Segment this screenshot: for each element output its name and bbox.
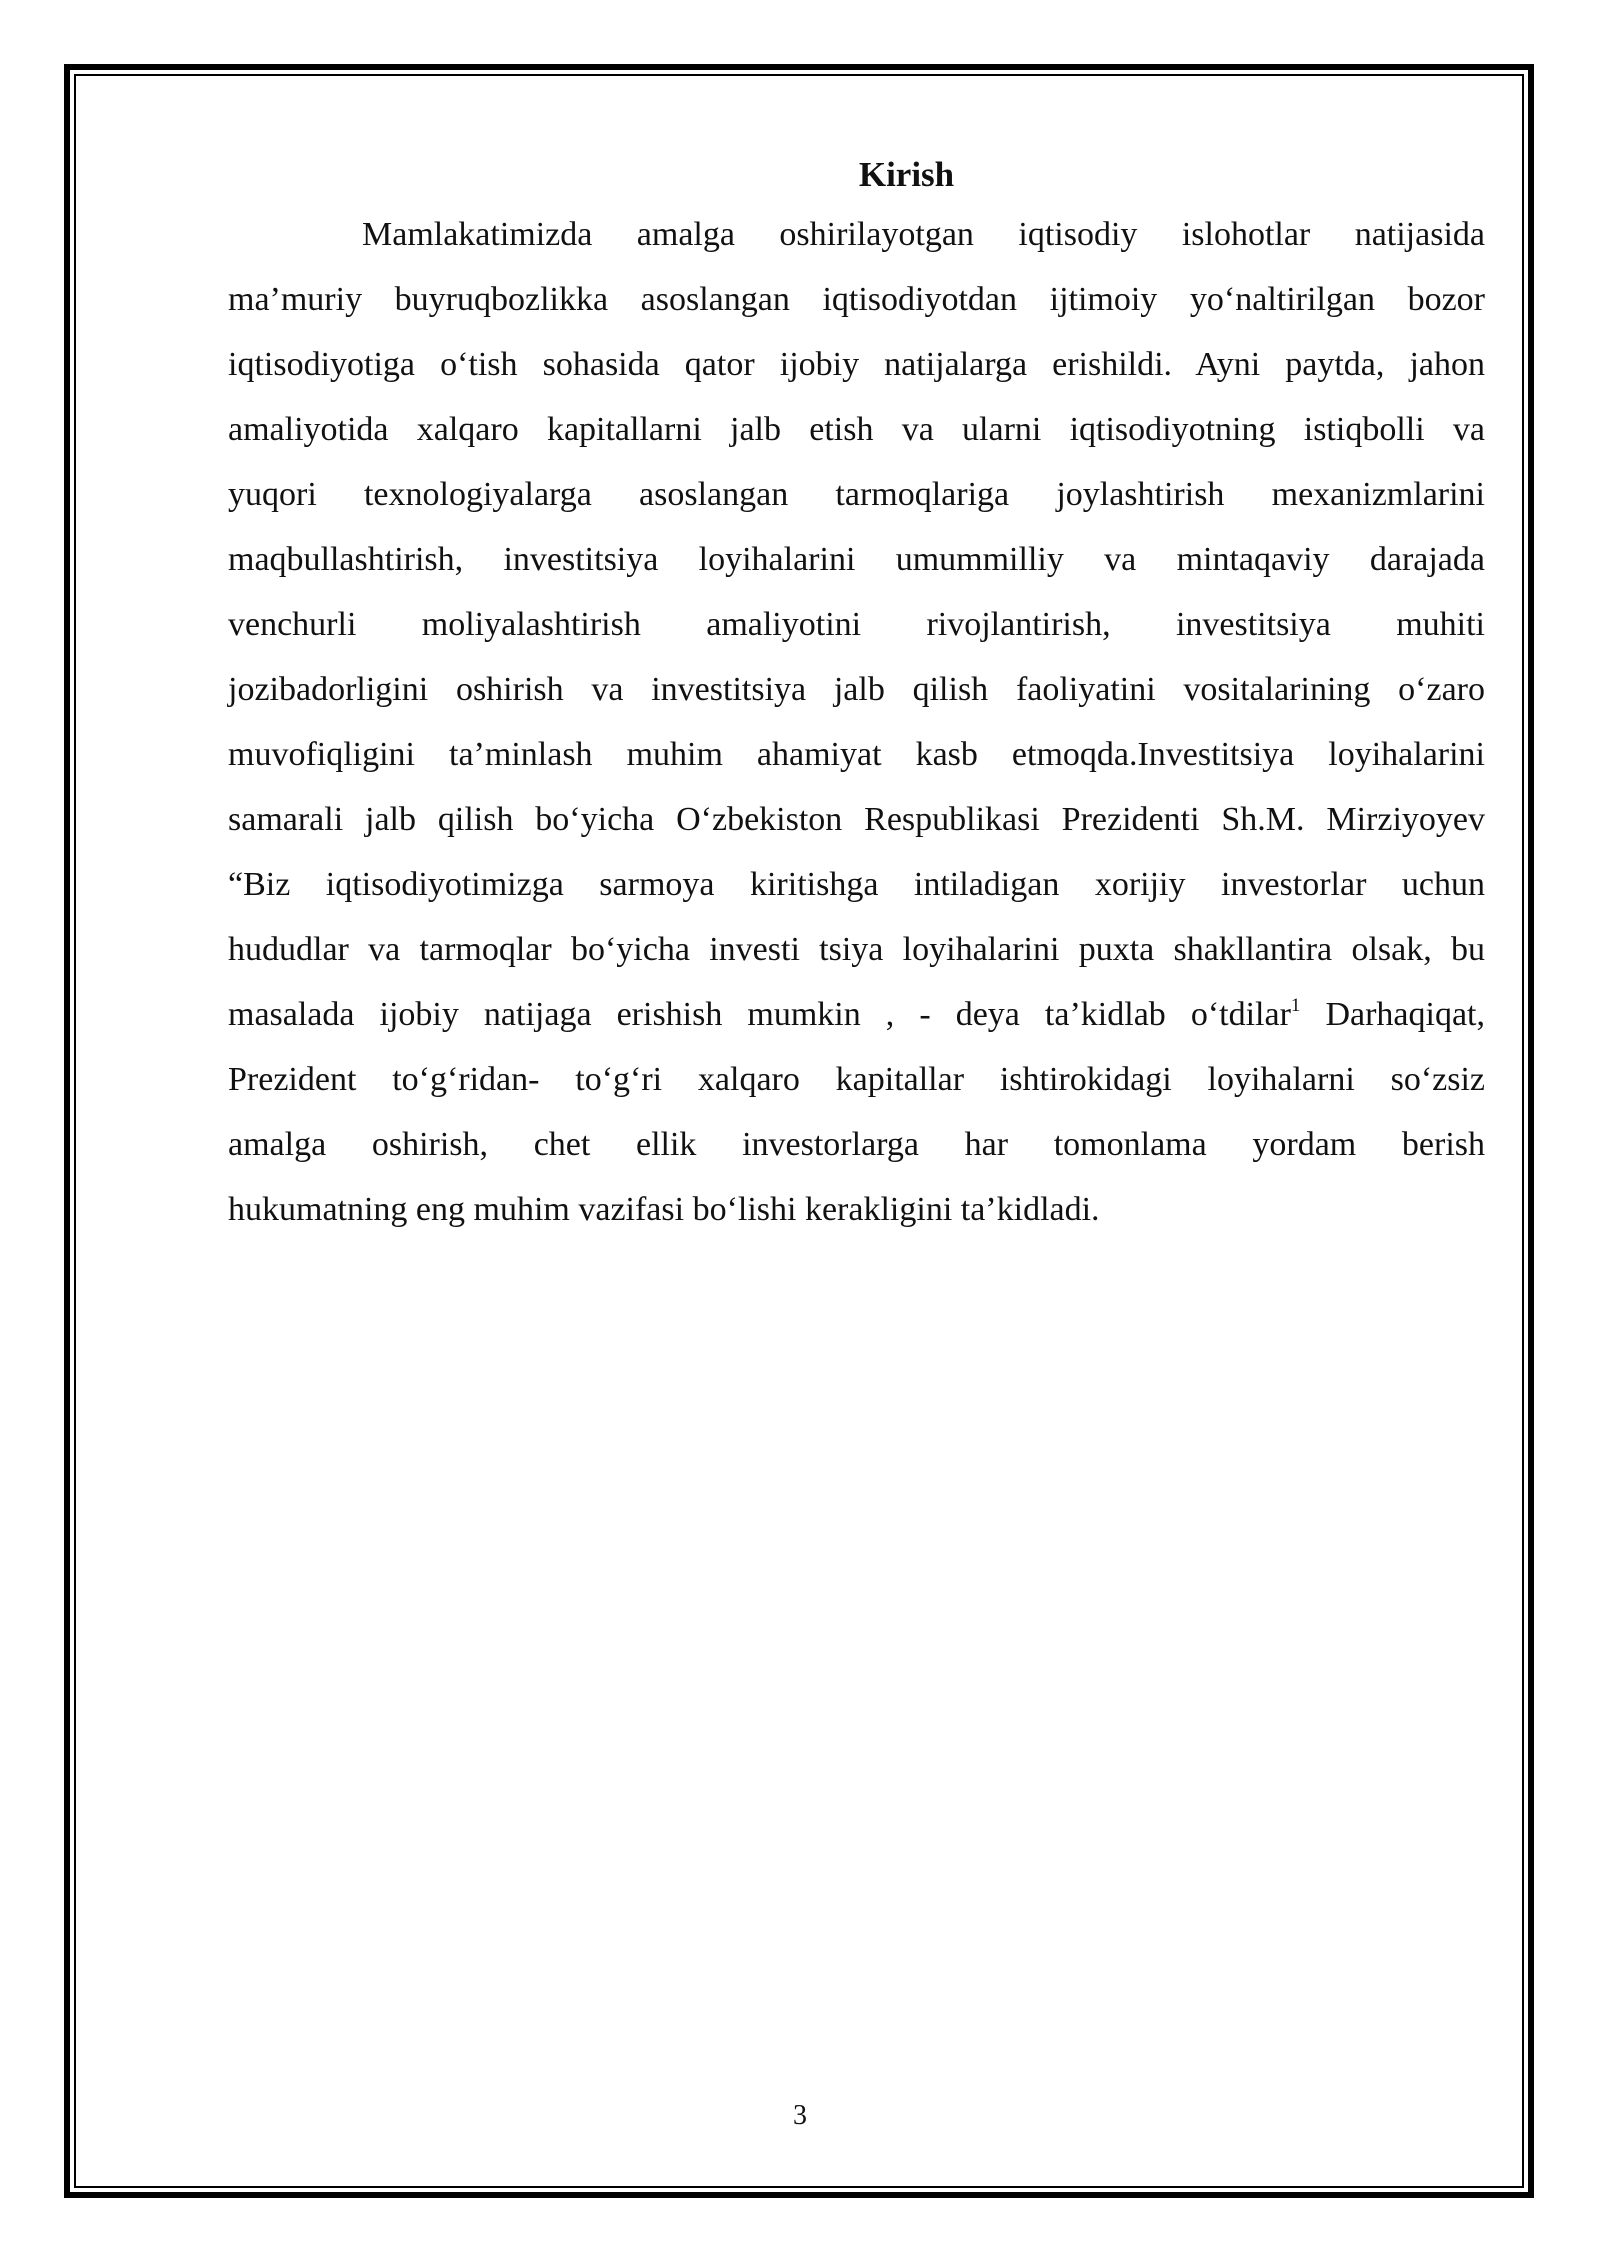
line-text: masalada ijobiy natijaga erishish mumkin , - deya ta’kidlab o‘tdilar [228,996,1291,1033]
paragraph-line: muvofiqligini ta’minlash muhim ahamiyat kasb etmoqda.Investitsiya loyihalarini [228,736,1485,773]
paragraph-line: maqbullashtirish, investitsiya loyihalarini umummilliy va mintaqaviy darajada [228,541,1485,578]
paragraph-line-with-footnote [228,982,1485,1047]
page-number: 3 [793,2100,807,2131]
paragraph-line: amalga oshirish, chet ellik investorlarga har tomonlama yordam berish [228,1126,1485,1163]
paragraph-line: hududlar va tarmoqlar bo‘yicha investi tsiya loyihalarini puxta shakllantira olsak, bu [228,931,1485,968]
paragraph-line: venchurli moliyalashtirish amaliyotini rivojlantirish, investitsiya muhiti [228,606,1485,643]
section-title: Kirish [858,155,955,194]
intro-paragraph [228,202,1485,1242]
paragraph-line: jozibadorligini oshirish va investitsiya jalb qilish faoliyatini vositalarining o‘zaro [228,671,1485,708]
line-text: Darhaqiqat, [1300,996,1485,1033]
paragraph-line: iqtisodiyotiga o‘tish sohasida qator ijobiy natijalarga erishildi. Ayni paytda, jahon [228,346,1485,383]
paragraph-line: yuqori texnologiyalarga asoslangan tarmoqlariga joylashtirish mexanizmlarini [228,476,1485,513]
paragraph-line-last: hukumatning eng muhim vazifasi bo‘lishi kerakligini ta’kidladi. [228,1191,1100,1228]
paragraph-line: amaliyotida xalqaro kapitallarni jalb etish va ularni iqtisodiyotning istiqbolli va [228,411,1485,448]
paragraph-line: “Biz iqtisodiyotimizga sarmoya kiritishga intiladigan xorijiy investorlar uchun [228,866,1485,903]
paragraph-line: samarali jalb qilish bo‘yicha O‘zbekiston Respublikasi Prezidenti Sh.M. Mirziyoyev [228,801,1485,838]
paragraph-line: Mamlakatimizda amalga oshirilayotgan iqtisodiy islohotlar natijasida [362,216,1485,253]
document-body [228,148,1485,1242]
paragraph-line: Prezident to‘g‘ridan- to‘g‘ri xalqaro kapitallar ishtirokidagi loyihalarni so‘zsiz [228,1061,1485,1098]
paragraph-line: ma’muriy buyruqbozlikka asoslangan iqtisodiyotdan ijtimoiy yo‘naltirilgan bozor [228,281,1485,318]
footnote-reference[interactable]: 1 [1290,995,1301,1016]
